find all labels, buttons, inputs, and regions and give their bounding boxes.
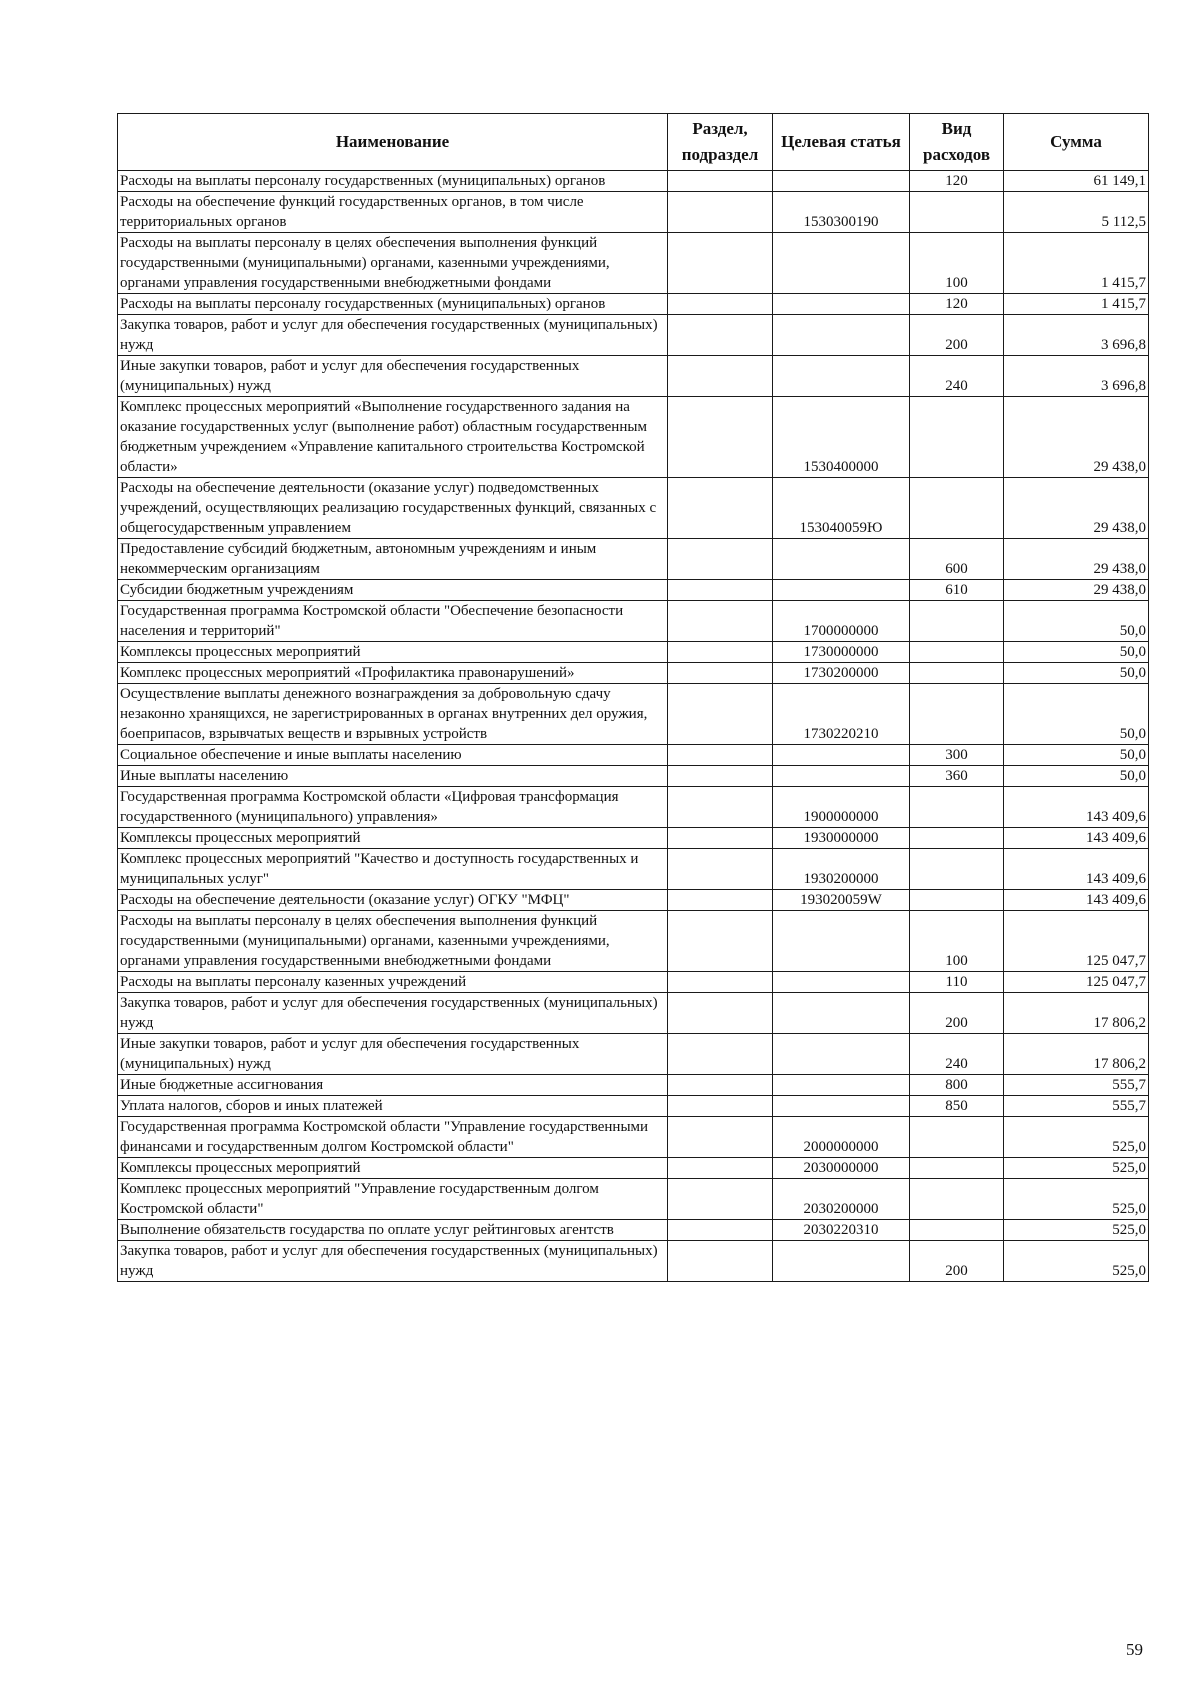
- cell-section: [668, 1158, 773, 1179]
- cell-sum: 143 409,6: [1004, 890, 1149, 911]
- cell-type: 240: [910, 1034, 1004, 1075]
- cell-target: [773, 766, 910, 787]
- cell-sum: 143 409,6: [1004, 849, 1149, 890]
- cell-target: 2030000000: [773, 1158, 910, 1179]
- table-row: [118, 580, 1149, 601]
- table-row: [118, 1179, 1149, 1220]
- table-row: [118, 192, 1149, 233]
- cell-name: Уплата налогов, сборов и иных платежей: [118, 1096, 668, 1117]
- cell-type: [910, 192, 1004, 233]
- cell-section: [668, 233, 773, 294]
- cell-section: [668, 766, 773, 787]
- cell-section: [668, 580, 773, 601]
- cell-type: 200: [910, 315, 1004, 356]
- cell-type: 120: [910, 294, 1004, 315]
- cell-target: 1730220210: [773, 684, 910, 745]
- cell-section: [668, 192, 773, 233]
- cell-name: Государственная программа Костромской области "Управление государственными финансами и государственным долгом Костромской области": [118, 1117, 668, 1158]
- cell-sum: 1 415,7: [1004, 233, 1149, 294]
- cell-type: [910, 828, 1004, 849]
- table-row: [118, 315, 1149, 356]
- cell-name: Расходы на выплаты персоналу казенных учреждений: [118, 972, 668, 993]
- cell-sum: 50,0: [1004, 745, 1149, 766]
- cell-name: Иные выплаты населению: [118, 766, 668, 787]
- table-row: [118, 787, 1149, 828]
- cell-target: [773, 1096, 910, 1117]
- cell-type: [910, 1158, 1004, 1179]
- cell-sum: 525,0: [1004, 1158, 1149, 1179]
- cell-name: Комплекс процессных мероприятий «Выполнение государственного задания на оказание государственных услуг (выполнение работ) областным государственным бюджетным учреждением «Управление капитального строительства Костромской области»: [118, 397, 668, 478]
- cell-target: [773, 294, 910, 315]
- table-row: [118, 1241, 1149, 1282]
- cell-name: Расходы на выплаты персоналу государственных (муниципальных) органов: [118, 294, 668, 315]
- cell-sum: 17 806,2: [1004, 993, 1149, 1034]
- cell-target: [773, 1241, 910, 1282]
- cell-section: [668, 1096, 773, 1117]
- cell-target: 1930000000: [773, 828, 910, 849]
- cell-section: [668, 601, 773, 642]
- cell-name: Комплексы процессных мероприятий: [118, 642, 668, 663]
- cell-type: 120: [910, 171, 1004, 192]
- cell-target: 1530300190: [773, 192, 910, 233]
- table-row: [118, 1034, 1149, 1075]
- cell-name: Закупка товаров, работ и услуг для обеспечения государственных (муниципальных) нужд: [118, 1241, 668, 1282]
- cell-target: [773, 972, 910, 993]
- cell-sum: 5 112,5: [1004, 192, 1149, 233]
- cell-target: [773, 580, 910, 601]
- cell-section: [668, 171, 773, 192]
- cell-type: 360: [910, 766, 1004, 787]
- cell-sum: 1 415,7: [1004, 294, 1149, 315]
- table-row: [118, 294, 1149, 315]
- cell-sum: 3 696,8: [1004, 315, 1149, 356]
- cell-type: [910, 397, 1004, 478]
- table-row: [118, 233, 1149, 294]
- cell-name: Расходы на выплаты персоналу в целях обеспечения выполнения функций государственными (муниципальными) органами, казенными учреждениями, органами управления государственными внебюджетными фондами: [118, 233, 668, 294]
- cell-sum: 61 149,1: [1004, 171, 1149, 192]
- cell-section: [668, 1241, 773, 1282]
- cell-type: 300: [910, 745, 1004, 766]
- cell-sum: 29 438,0: [1004, 397, 1149, 478]
- cell-type: 100: [910, 233, 1004, 294]
- cell-sum: 50,0: [1004, 684, 1149, 745]
- cell-sum: 3 696,8: [1004, 356, 1149, 397]
- cell-name: Закупка товаров, работ и услуг для обеспечения государственных (муниципальных) нужд: [118, 993, 668, 1034]
- cell-target: 153040059Ю: [773, 478, 910, 539]
- cell-section: [668, 745, 773, 766]
- cell-sum: 555,7: [1004, 1075, 1149, 1096]
- table-row: [118, 1075, 1149, 1096]
- cell-sum: 555,7: [1004, 1096, 1149, 1117]
- cell-name: Комплекс процессных мероприятий "Управление государственным долгом Костромской области": [118, 1179, 668, 1220]
- page-number: 59: [1126, 1640, 1143, 1659]
- table-row: [118, 478, 1149, 539]
- cell-name: Субсидии бюджетным учреждениям: [118, 580, 668, 601]
- cell-type: 100: [910, 911, 1004, 972]
- cell-sum: 525,0: [1004, 1241, 1149, 1282]
- cell-type: 610: [910, 580, 1004, 601]
- header-target: Целевая статья: [773, 114, 910, 171]
- cell-name: Комплекс процессных мероприятий «Профилактика правонарушений»: [118, 663, 668, 684]
- cell-type: 110: [910, 972, 1004, 993]
- cell-sum: 125 047,7: [1004, 911, 1149, 972]
- cell-sum: 525,0: [1004, 1117, 1149, 1158]
- cell-name: Комплекс процессных мероприятий "Качество и доступность государственных и муниципальных услуг": [118, 849, 668, 890]
- cell-sum: 50,0: [1004, 601, 1149, 642]
- cell-sum: 29 438,0: [1004, 580, 1149, 601]
- cell-name: Осуществление выплаты денежного вознаграждения за добровольную сдачу незаконно хранящихся, не зарегистрированных в органах внутренних дел оружия, боеприпасов, взрывчатых веществ и взрывных устройств: [118, 684, 668, 745]
- cell-type: [910, 1179, 1004, 1220]
- cell-section: [668, 1117, 773, 1158]
- cell-section: [668, 663, 773, 684]
- table-row: [118, 684, 1149, 745]
- table-row: [118, 397, 1149, 478]
- cell-section: [668, 478, 773, 539]
- cell-target: 1700000000: [773, 601, 910, 642]
- cell-type: 240: [910, 356, 1004, 397]
- cell-name: Государственная программа Костромской области «Цифровая трансформация государственного (муниципального) управления»: [118, 787, 668, 828]
- cell-type: [910, 601, 1004, 642]
- cell-sum: 525,0: [1004, 1220, 1149, 1241]
- cell-name: Иные бюджетные ассигнования: [118, 1075, 668, 1096]
- cell-section: [668, 1075, 773, 1096]
- cell-sum: 29 438,0: [1004, 478, 1149, 539]
- table-row: [118, 1220, 1149, 1241]
- cell-section: [668, 828, 773, 849]
- cell-name: Предоставление субсидий бюджетным, автономным учреждениям и иным некоммерческим организациям: [118, 539, 668, 580]
- cell-name: Расходы на выплаты персоналу государственных (муниципальных) органов: [118, 171, 668, 192]
- cell-type: [910, 849, 1004, 890]
- cell-target: 2000000000: [773, 1117, 910, 1158]
- cell-type: [910, 1117, 1004, 1158]
- table-row: [118, 911, 1149, 972]
- table-row: [118, 356, 1149, 397]
- table-row: [118, 171, 1149, 192]
- cell-target: [773, 1075, 910, 1096]
- cell-type: [910, 787, 1004, 828]
- cell-sum: 525,0: [1004, 1179, 1149, 1220]
- cell-section: [668, 1034, 773, 1075]
- table-row: [118, 539, 1149, 580]
- cell-type: 200: [910, 993, 1004, 1034]
- cell-target: [773, 745, 910, 766]
- cell-sum: 143 409,6: [1004, 828, 1149, 849]
- cell-sum: 143 409,6: [1004, 787, 1149, 828]
- cell-type: [910, 890, 1004, 911]
- table-row: [118, 766, 1149, 787]
- table-row: [118, 993, 1149, 1034]
- cell-name: Расходы на обеспечение деятельности (оказание услуг) ОГКУ "МФЦ": [118, 890, 668, 911]
- table-row: [118, 849, 1149, 890]
- cell-target: 193020059W: [773, 890, 910, 911]
- cell-target: 2030220310: [773, 1220, 910, 1241]
- table-row: [118, 745, 1149, 766]
- header-sum: Сумма: [1004, 114, 1149, 171]
- cell-type: [910, 663, 1004, 684]
- cell-section: [668, 911, 773, 972]
- cell-target: 1900000000: [773, 787, 910, 828]
- header-type: Вид расходов: [910, 114, 1004, 171]
- cell-section: [668, 849, 773, 890]
- table-row: [118, 663, 1149, 684]
- cell-target: [773, 233, 910, 294]
- table-row: [118, 972, 1149, 993]
- table-row: [118, 828, 1149, 849]
- cell-name: Расходы на обеспечение деятельности (оказание услуг) подведомственных учреждений, осуществляющих реализацию государственных функций, связанных с общегосударственным управлением: [118, 478, 668, 539]
- cell-target: 1930200000: [773, 849, 910, 890]
- cell-name: Иные закупки товаров, работ и услуг для обеспечения государственных (муниципальных) нужд: [118, 1034, 668, 1075]
- cell-target: [773, 539, 910, 580]
- cell-section: [668, 684, 773, 745]
- cell-section: [668, 890, 773, 911]
- cell-target: 2030200000: [773, 1179, 910, 1220]
- header-section: Раздел, подраздел: [668, 114, 773, 171]
- table-row: [118, 890, 1149, 911]
- cell-section: [668, 294, 773, 315]
- cell-name: Комплексы процессных мероприятий: [118, 828, 668, 849]
- cell-target: [773, 911, 910, 972]
- cell-target: [773, 356, 910, 397]
- cell-section: [668, 993, 773, 1034]
- cell-type: 800: [910, 1075, 1004, 1096]
- cell-target: 1730000000: [773, 642, 910, 663]
- cell-section: [668, 539, 773, 580]
- cell-section: [668, 972, 773, 993]
- cell-sum: 50,0: [1004, 766, 1149, 787]
- cell-name: Расходы на выплаты персоналу в целях обеспечения выполнения функций государственными (муниципальными) органами, казенными учреждениями, органами управления государственными внебюджетными фондами: [118, 911, 668, 972]
- cell-target: 1730200000: [773, 663, 910, 684]
- cell-target: [773, 315, 910, 356]
- cell-sum: 17 806,2: [1004, 1034, 1149, 1075]
- cell-section: [668, 1179, 773, 1220]
- cell-sum: 50,0: [1004, 642, 1149, 663]
- cell-target: [773, 171, 910, 192]
- cell-sum: 29 438,0: [1004, 539, 1149, 580]
- table-row: [118, 1096, 1149, 1117]
- cell-type: [910, 1220, 1004, 1241]
- cell-section: [668, 356, 773, 397]
- table-row: [118, 642, 1149, 663]
- header-name: Наименование: [118, 114, 668, 171]
- cell-type: [910, 642, 1004, 663]
- cell-name: Закупка товаров, работ и услуг для обеспечения государственных (муниципальных) нужд: [118, 315, 668, 356]
- budget-table: [117, 113, 1149, 1282]
- cell-sum: 50,0: [1004, 663, 1149, 684]
- cell-name: Расходы на обеспечение функций государственных органов, в том числе территориальных органов: [118, 192, 668, 233]
- cell-section: [668, 787, 773, 828]
- cell-name: Иные закупки товаров, работ и услуг для обеспечения государственных (муниципальных) нужд: [118, 356, 668, 397]
- cell-section: [668, 642, 773, 663]
- cell-name: Социальное обеспечение и иные выплаты населению: [118, 745, 668, 766]
- table-body: [118, 171, 1149, 1282]
- cell-name: Выполнение обязательств государства по оплате услуг рейтинговых агентств: [118, 1220, 668, 1241]
- cell-name: Комплексы процессных мероприятий: [118, 1158, 668, 1179]
- cell-type: [910, 684, 1004, 745]
- cell-name: Государственная программа Костромской области "Обеспечение безопасности населения и территорий": [118, 601, 668, 642]
- table-header-row: [118, 114, 1149, 171]
- cell-type: [910, 478, 1004, 539]
- table-row: [118, 1158, 1149, 1179]
- table-row: [118, 1117, 1149, 1158]
- cell-target: 1530400000: [773, 397, 910, 478]
- cell-section: [668, 315, 773, 356]
- cell-target: [773, 1034, 910, 1075]
- cell-target: [773, 993, 910, 1034]
- cell-section: [668, 397, 773, 478]
- cell-section: [668, 1220, 773, 1241]
- cell-type: 600: [910, 539, 1004, 580]
- cell-sum: 125 047,7: [1004, 972, 1149, 993]
- table-row: [118, 601, 1149, 642]
- cell-type: 850: [910, 1096, 1004, 1117]
- cell-type: 200: [910, 1241, 1004, 1282]
